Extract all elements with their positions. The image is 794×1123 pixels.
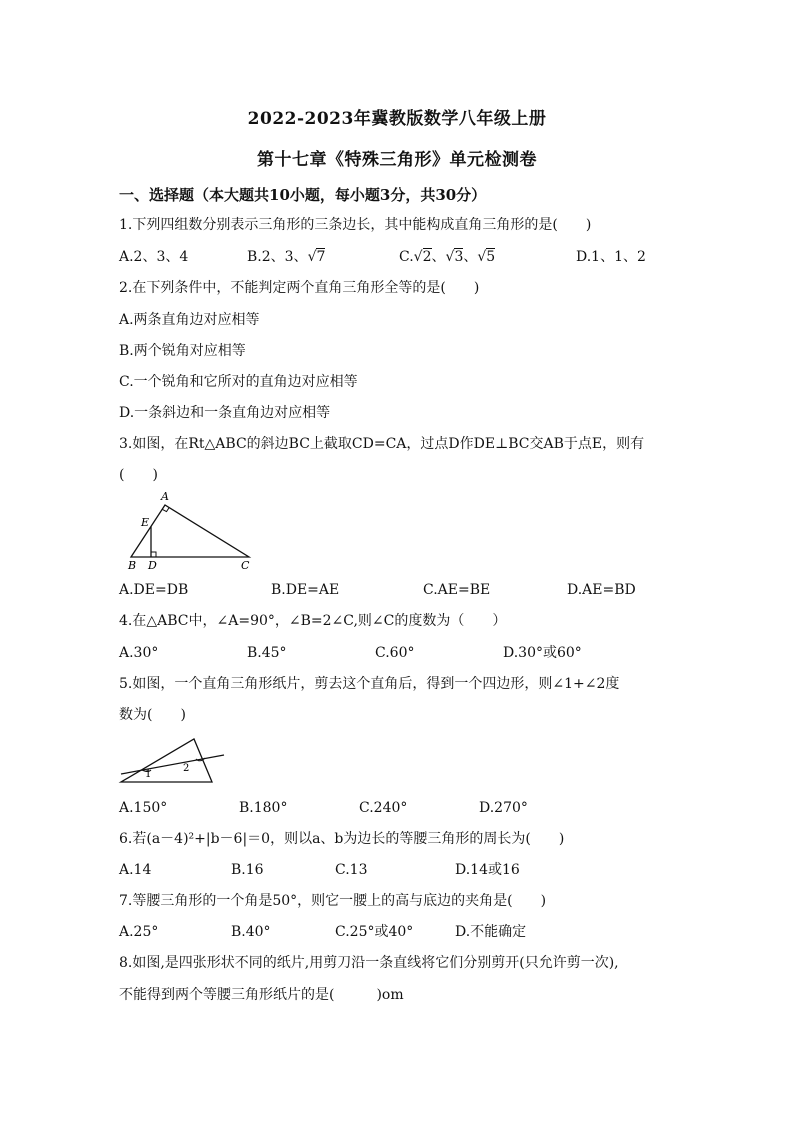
q3-option-b: B.DE=AE [271,582,340,598]
q5-stem-line2: 数为( ) [119,707,186,723]
q1-option-d: D.1、1、2 [576,249,646,265]
q1-option-c-sep-2: 、 [463,249,478,265]
q1-stem: 1.下列四组数分别表示三角形的三条边长，其中能构成直角三角形的是( ) [119,217,592,233]
exam-subtitle: 第十七章《特殊三角形》单元检测卷 [257,150,537,170]
q2-stem: 2.在下列条件中，不能判定两个直角三角形全等的是( ) [119,280,480,296]
q3-stem-line2: ( ) [119,467,158,483]
q1-option-b [247,248,325,266]
q3-stem-line1: 3.如图，在Rt△ABC的斜边BC上截取CD=CA，过点D作DE⊥BC交AB于点E，则有 [119,436,645,452]
q6-option-d: D.14或16 [455,862,520,878]
sqrt-symbol: √ [445,249,455,265]
sqrt-symbol: √ [477,249,487,265]
q6-option-a: A.14 [119,862,152,878]
q1-option-c-radicand-3: 5 [486,249,496,265]
q6-option-b: B.16 [231,862,264,878]
label-d: D [148,559,157,572]
q3-option-d: D.AE=BD [567,582,636,598]
q7-option-b: B.40° [231,924,271,940]
q4-stem: 4.在△ABC中，∠A=90°，∠B=2∠C,则∠C的度数为（ ） [119,613,507,629]
q1-option-b-prefix: B.2、3、 [247,249,308,265]
q1-option-c-sep-1: 、 [431,249,446,265]
q7-option-c: C.25°或40° [335,924,414,940]
q3-option-c: C.AE=BE [423,582,491,598]
q6-option-c: C.13 [335,862,368,878]
triangle-abc [131,505,249,557]
q5-option-d: D.270° [479,800,528,816]
right-angle-mark-d [151,552,156,557]
q7-stem: 7.等腰三角形的一个角是50°，则它一腰上的高与底边的夹角是( ) [119,893,547,909]
sqrt-symbol: √ [413,249,423,265]
sqrt-symbol: √ [307,249,317,265]
label-e: E [141,516,150,529]
label-c: C [241,559,250,572]
q3-triangle-figure [125,487,260,573]
q7-option-d: D.不能确定 [455,924,527,940]
cut-line [121,755,224,774]
label-b: B [128,559,137,572]
q1-option-c-prefix: C. [399,249,414,265]
q5-option-a: A.150° [119,800,168,816]
q2-option-a: A.两条直角边对应相等 [119,312,260,328]
q1-option-a: A.2、3、4 [119,249,189,265]
q6-stem: 6.若(a－4)²+|b－6|＝0，则以a、b为边长的等腰三角形的周长为( ) [119,831,565,847]
q4-option-a: A.30° [119,645,159,661]
q5-option-c: C.240° [359,800,408,816]
angle-2-label: 2 [183,763,190,774]
exam-title: 2022-2023年冀教版数学八年级上册 [247,109,547,129]
q2-option-c: C.一个锐角和它所对的直角边对应相等 [119,374,358,390]
angle-1-label: 1 [145,769,152,780]
label-a: A [161,490,169,503]
q3-option-a: A.DE=DB [119,582,189,598]
q2-option-d: D.一条斜边和一条直角边对应相等 [119,405,331,421]
q1-option-c [399,248,495,266]
q5-option-b: B.180° [239,800,288,816]
q1-option-c-radicand-1: 2 [422,249,432,265]
q5-stem-line1: 5.如图，一个直角三角形纸片，剪去这个直角后，得到一个四边形，则∠1+∠2度 [119,676,620,692]
section-heading: 一、选择题（本大题共10小题，每小题3分，共30分） [119,186,487,204]
q8-stem-line1: 8.如图,是四张形状不同的纸片,用剪刀沿一条直线将它们分别剪开(只允许剪一次), [119,955,619,971]
q1-option-c-radicand-2: 3 [454,249,464,265]
q4-option-d: D.30°或60° [503,645,582,661]
q4-option-c: C.60° [375,645,415,661]
q1-option-b-radicand: 7 [316,249,326,265]
q4-option-b: B.45° [247,645,287,661]
q5-cut-triangle-figure [116,734,228,786]
q8-stem-line2: 不能得到两个等腰三角形纸片的是( )om [119,987,404,1003]
q2-option-b: B.两个锐角对应相等 [119,343,246,359]
q7-option-a: A.25° [119,924,159,940]
